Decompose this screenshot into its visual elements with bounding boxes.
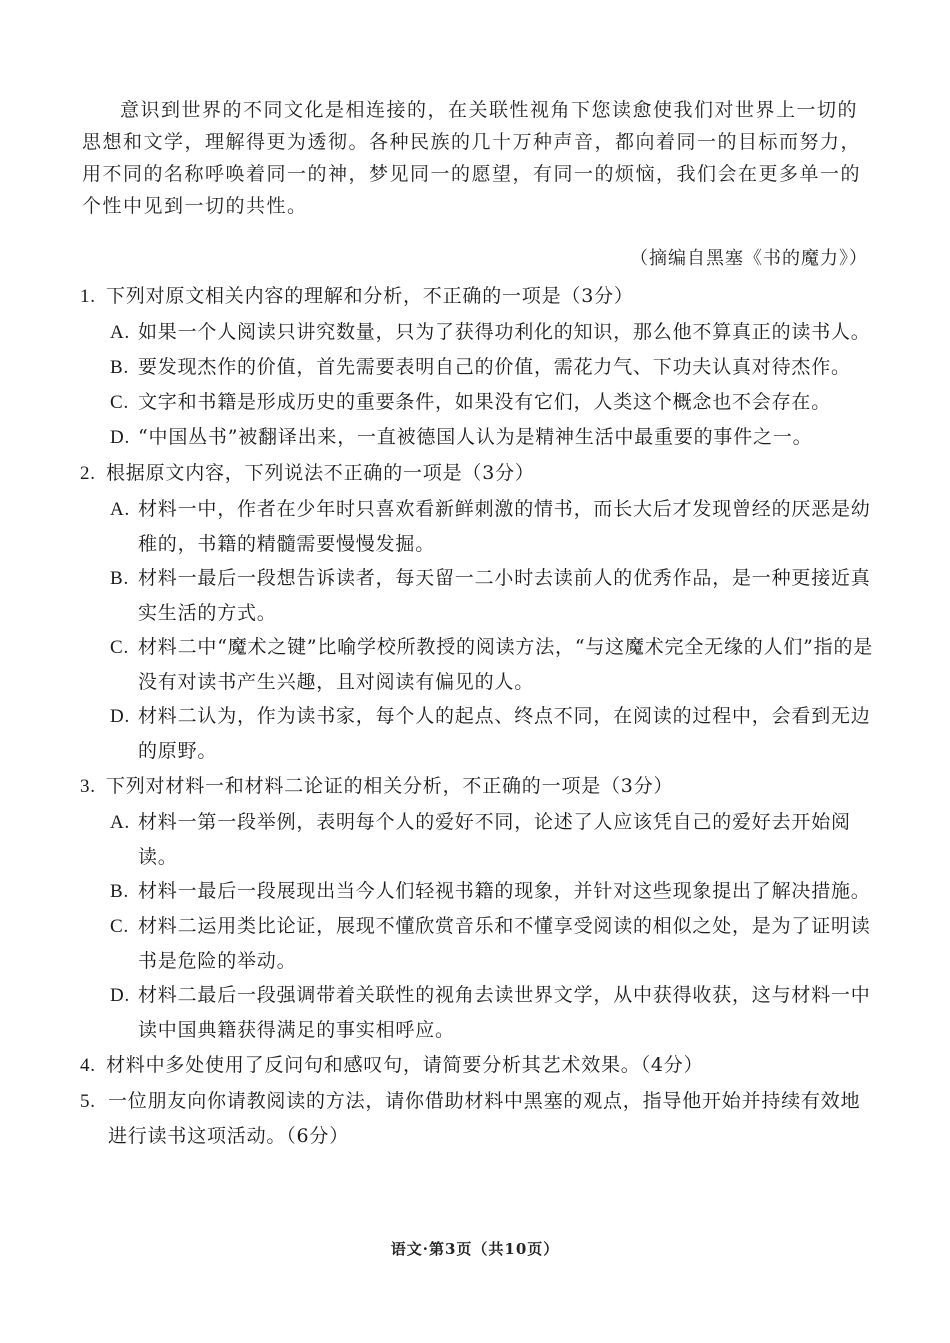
question-5 <box>80 1084 874 1153</box>
option-text: 材料一最后一段想告诉读者，每天留一二小时去读前人的优秀作品，是一种更接近真实生活的方式。 <box>138 567 871 624</box>
question-stem <box>80 1084 874 1153</box>
question-number: 3. <box>80 776 96 797</box>
option-a <box>80 805 874 874</box>
question-list <box>80 278 874 1153</box>
option-text: 要发现杰作的价值，首先需要表明自己的价值，需花力气、下功夫认真对待杰作。 <box>138 356 851 378</box>
passage-source: （摘编自黑塞《书的魔力》） <box>630 248 868 269</box>
option-text: 材料二运用类比论证，展现不懂欣赏音乐和不懂享受阅读的相似之处，是为了证明读书是危险的举动。 <box>138 915 871 972</box>
option-b <box>80 874 874 909</box>
option-a <box>80 315 874 350</box>
option-letter: A. <box>110 812 131 833</box>
passage-paragraph: 意识到世界的不同文化是相连接的，在关联性视角下您读愈使我们对世界上一切的思想和文学，理解得更为透彻。各种民族的几十万种声音，都向着同一的目标而努力，用不同的名称呼唤着同一的神，梦见同一的愿望，有同一的烦恼，我们会在更多单一的个性中见到一切的共性。 <box>82 99 862 217</box>
option-letter: D. <box>110 706 131 727</box>
option-text: 材料二认为，作为读书家，每个人的起点、终点不同，在阅读的过程中，会看到无边的原野。 <box>138 705 871 762</box>
option-a <box>80 492 874 561</box>
question-stem <box>80 1047 874 1084</box>
question-stem <box>80 768 874 805</box>
question-text: 一位朋友向你请教阅读的方法，请你借助材料中黑塞的观点，指导他开始并持续有效地进行读书这项活动。（6分） <box>108 1090 861 1147</box>
option-c <box>80 630 874 699</box>
option-text: 材料一最后一段展现出当今人们轻视书籍的现象，并针对这些现象提出了解决措施。 <box>138 880 871 902</box>
option-d <box>80 699 874 768</box>
question-text: 根据原文内容，下列说法不正确的一项是（3分） <box>106 462 535 484</box>
question-number: 4. <box>80 1055 96 1076</box>
question-4 <box>80 1047 874 1084</box>
option-letter: C. <box>110 392 130 413</box>
option-letter: D. <box>110 427 131 448</box>
question-2 <box>80 455 874 768</box>
option-letter: C. <box>110 637 130 658</box>
option-b <box>80 561 874 630</box>
option-d <box>80 420 874 455</box>
option-text: 材料一第一段举例，表明每个人的爱好不同，论述了人应该凭自己的爱好去开始阅读。 <box>138 811 851 868</box>
question-text: 下列对原文相关内容的理解和分析，不正确的一项是（3分） <box>106 285 634 307</box>
question-3 <box>80 768 874 1047</box>
option-letter: C. <box>110 916 130 937</box>
option-letter: B. <box>110 568 130 589</box>
option-text: 文字和书籍是形成历史的重要条件，如果没有它们，人类这个概念也不会存在。 <box>138 391 832 413</box>
option-letter: B. <box>110 357 130 378</box>
option-text: 如果一个人阅读只讲究数量，只为了获得功利化的知识，那么他不算真正的读书人。 <box>138 321 871 343</box>
option-letter: A. <box>110 322 131 343</box>
question-stem <box>80 278 874 315</box>
question-number: 5. <box>80 1091 96 1112</box>
option-text: 材料二最后一段强调带着关联性的视角去读世界文学，从中获得收获，这与材料一中读中国典籍获得满足的事实相呼应。 <box>138 984 871 1041</box>
option-letter: A. <box>110 499 131 520</box>
question-number: 2. <box>80 463 96 484</box>
option-b <box>80 350 874 385</box>
option-letter: B. <box>110 881 130 902</box>
page-footer: 语文·第3页（共10页） <box>390 1240 560 1258</box>
option-c <box>80 909 874 978</box>
passage <box>82 94 878 222</box>
option-c <box>80 385 874 420</box>
option-d <box>80 978 874 1047</box>
question-text: 下列对材料一和材料二论证的相关分析，不正确的一项是（3分） <box>106 775 674 797</box>
question-text: 材料中多处使用了反问句和感叹句，请简要分析其艺术效果。（4分） <box>106 1054 704 1076</box>
question-1 <box>80 278 874 455</box>
question-stem <box>80 455 874 492</box>
question-number: 1. <box>80 286 96 307</box>
option-text: 材料二中“魔术之键”比喻学校所教授的阅读方法，“与这魔术完全无缘的人们”指的是没有对读书产生兴趣，且对阅读有偏见的人。 <box>138 636 874 693</box>
option-text: “中国丛书”被翻译出来，一直被德国人认为是精神生活中最重要的事件之一。 <box>138 426 813 448</box>
option-text: 材料一中，作者在少年时只喜欢看新鲜刺激的情书，而长大后才发现曾经的厌恶是幼稚的，书籍的精髓需要慢慢发掘。 <box>138 498 871 555</box>
option-letter: D. <box>110 985 131 1006</box>
